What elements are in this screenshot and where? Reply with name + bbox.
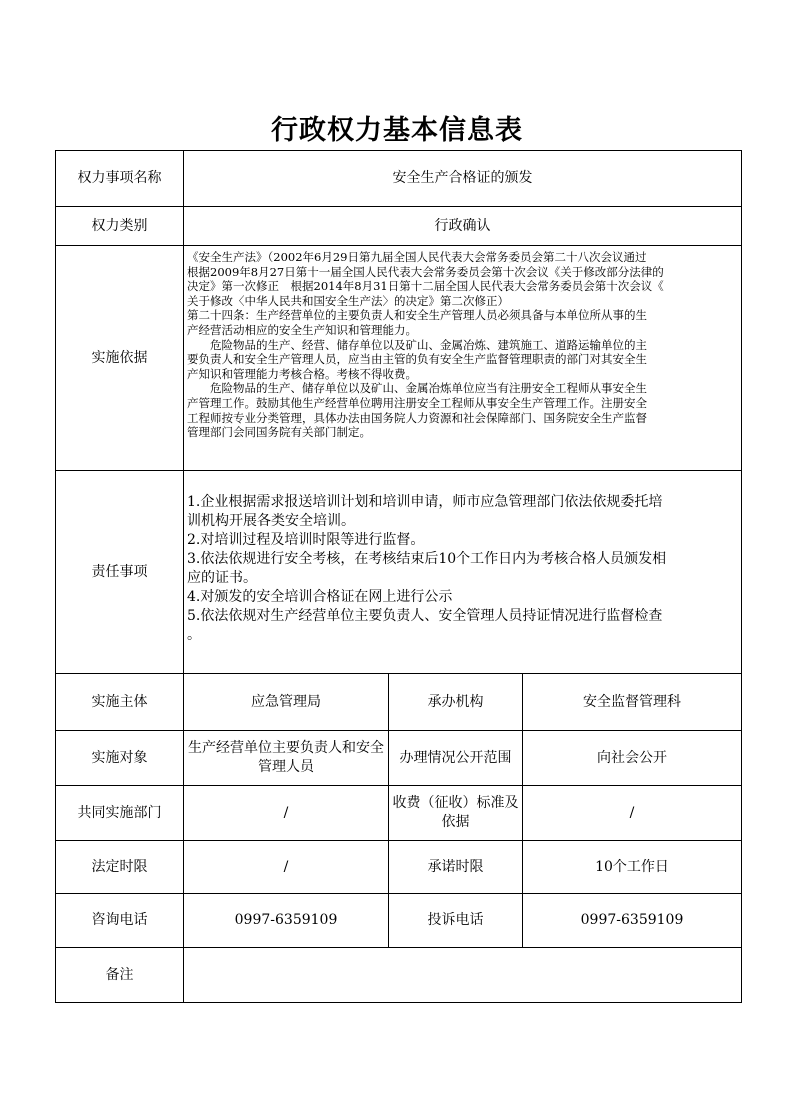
row-duty	[56, 471, 742, 674]
value: 10个工作日	[523, 841, 742, 894]
basis-text	[184, 246, 742, 471]
text-line: 《安全生产法》（2002年6月29日第九届全国人民代表大会常务委员会第二十八次会议通过	[187, 250, 647, 264]
text-line: 危险物品的生产、经营、储存单位以及矿山、金属冶炼、建筑施工、道路运输单位的主	[187, 337, 647, 352]
text-line: 5.依法依规对生产经营单位主要负责人、安全管理人员持证情况进行监督检查	[187, 608, 663, 624]
label: 咨询电话	[56, 894, 184, 948]
page-title: 行政权力基本信息表	[271, 115, 523, 146]
text-line: 工程师按专业分类管理，具体办法由国务院人力资源和社会保障部门、国务院安全生产监督	[187, 410, 647, 425]
text-line: 产管理工作。鼓励其他生产经营单位聘用注册安全工程师从事安全生产管理工作。注册安全	[187, 395, 647, 410]
text-line: 3.依法依规进行安全考核，在考核结束后10个工作日内为考核合格人员颁发相	[187, 551, 667, 567]
text-line: 应的证书。	[187, 570, 257, 586]
text-line: 2.对培训过程及培训时限等进行监督。	[187, 532, 425, 548]
value: /	[184, 841, 389, 894]
label: 备注	[56, 948, 184, 1003]
value: 向社会公开	[523, 731, 742, 786]
value: 安全生产合格证的颁发	[184, 151, 742, 207]
text-line: 管理部门会同国务院有关部门制定。	[187, 425, 371, 440]
text-line: 根据2009年8月27日第十一届全国人民代表大会常务委员会第十次会议《关于修改部分法律的	[187, 264, 664, 279]
row-category	[56, 207, 742, 246]
value: 行政确认	[184, 207, 742, 246]
value: 0997-6359109	[184, 894, 389, 948]
text-line: 产经营活动相应的安全生产知识和管理能力。	[187, 322, 417, 337]
label: 承诺时限	[389, 841, 523, 894]
value: /	[184, 786, 389, 841]
text-line: 训机构开展各类安全培训。	[187, 513, 355, 529]
text-line: 关于修改〈中华人民共和国安全生产法〉的决定》第二次修正）	[187, 293, 509, 308]
text-line: 1.企业根据需求报送培训计划和培训申请，师市应急管理部门依法依规委托培	[187, 494, 663, 510]
text-line: 产知识和管理能力考核合格。考核不得收费。	[187, 366, 417, 381]
row-subject	[56, 674, 742, 731]
label: 实施对象	[56, 731, 184, 786]
text-line: 第二十四条：生产经营单位的主要负责人和安全生产管理人员必须具备与本单位所从事的生	[187, 308, 647, 323]
text-line: 决定》第一次修正 根据2014年8月31日第十二届全国人民代表大会常务委员会第十次会议《	[187, 279, 664, 294]
row-legal	[56, 841, 742, 894]
duty-text	[184, 471, 742, 674]
label: 权力事项名称	[56, 151, 184, 207]
label: 投诉电话	[389, 894, 523, 948]
label: 实施主体	[56, 674, 184, 731]
label: 办理情况公开范围	[389, 731, 523, 786]
row-consult	[56, 894, 742, 948]
row-joint	[56, 786, 742, 841]
label: 承办机构	[389, 674, 523, 731]
text-line: 危险物品的生产、储存单位以及矿山、金属冶炼单位应当有注册安全工程师从事安全生	[187, 381, 647, 396]
value: 0997-6359109	[523, 894, 742, 948]
label: 法定时限	[56, 841, 184, 894]
label: 实施依据	[56, 246, 184, 471]
label: 责任事项	[56, 471, 184, 674]
label: 收费（征收）标准及依据	[389, 786, 523, 841]
label: 共同实施部门	[56, 786, 184, 841]
value: /	[523, 786, 742, 841]
label: 权力类别	[56, 207, 184, 246]
text-line: 要负责人和安全生产管理人员，应当由主管的负有安全生产监督管理职责的部门对其安全生	[187, 352, 647, 367]
value: 安全监督管理科	[523, 674, 742, 731]
row-object	[56, 731, 742, 786]
row-basis	[56, 246, 742, 471]
value: 应急管理局	[184, 674, 389, 731]
row-name	[56, 151, 742, 207]
info-table	[55, 150, 742, 1003]
value	[184, 948, 742, 1003]
text-line: 。	[187, 627, 201, 643]
text-line: 4.对颁发的安全培训合格证在网上进行公示	[187, 589, 453, 605]
row-remark	[56, 948, 742, 1003]
value: 生产经营单位主要负责人和安全管理人员	[184, 731, 389, 786]
